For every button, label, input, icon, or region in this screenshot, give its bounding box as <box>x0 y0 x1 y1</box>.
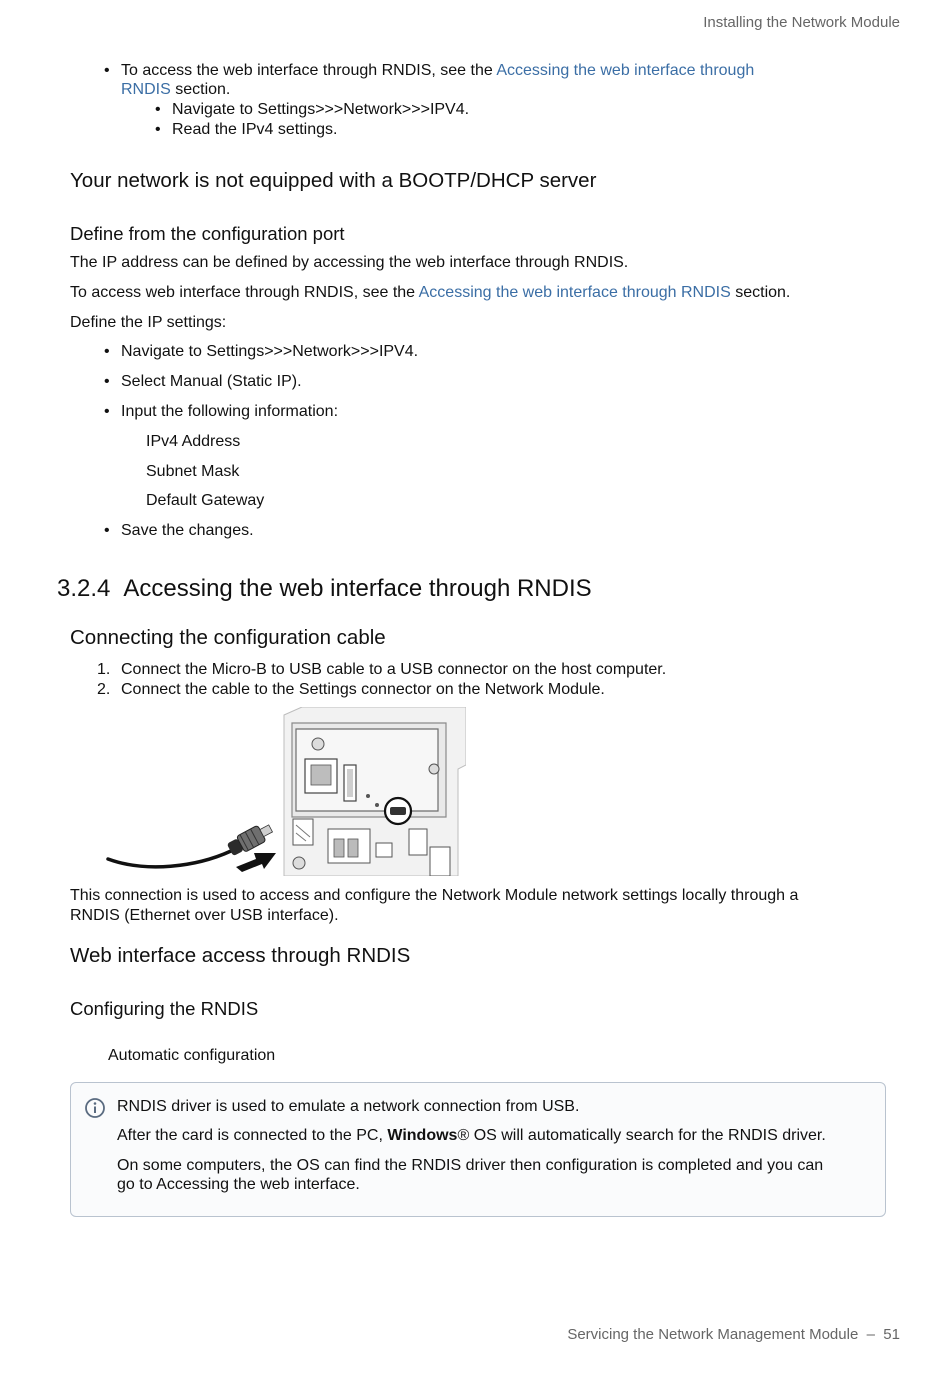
bullet-dot: • <box>104 373 110 390</box>
sub-list-item: Read the IPv4 settings. <box>172 121 338 138</box>
note-line: RNDIS driver is used to emulate a network connection from USB. <box>117 1098 580 1115</box>
step-number: 2. <box>97 681 111 698</box>
windows-label: Windows <box>387 1127 458 1144</box>
list-item: Select Manual (Static IP). <box>121 373 302 390</box>
section-number: 3.2.4 <box>57 575 111 602</box>
note-line <box>117 1126 826 1146</box>
paragraph: Define the IP settings: <box>70 314 227 331</box>
cable-connection-illustration <box>106 707 466 876</box>
note-line: go to Accessing the web interface. <box>117 1176 360 1193</box>
step-number: 1. <box>97 661 111 678</box>
rndis-section-link-cont[interactable]: RNDIS <box>121 81 171 98</box>
paragraph <box>70 283 790 303</box>
paragraph-text: section. <box>730 284 791 301</box>
bullet-dot: • <box>104 343 110 360</box>
list-item-continued <box>121 80 230 100</box>
paragraph-text: To access web interface through RNDIS, see the <box>70 284 419 301</box>
bullet-dot: • <box>104 522 110 539</box>
page-footer: Servicing the Network Management Module – 51 <box>567 1326 900 1343</box>
note-line: On some computers, the OS can find the RNDIS driver then configuration is completed and you can <box>117 1157 824 1174</box>
paragraph: This connection is used to access and configure the Network Module network settings locally through a <box>70 887 799 904</box>
rndis-section-link[interactable]: Accessing the web interface through RNDIS <box>418 284 731 301</box>
sub-heading: Connecting the configuration cable <box>70 626 386 649</box>
bullet-dot: • <box>155 101 161 118</box>
running-header: Installing the Network Module <box>703 14 900 31</box>
note-text: After the card is connected to the PC, <box>117 1127 388 1144</box>
numbered-step: Connect the cable to the Settings connector on the Network Module. <box>121 681 605 698</box>
section-title-text: Accessing the web interface through RNDIS <box>123 575 592 602</box>
numbered-step: Connect the Micro-B to USB cable to a USB connector on the host computer. <box>121 661 667 678</box>
list-item: Input the following information: <box>121 403 339 420</box>
note-text: ® OS will automatically search for the RNDIS driver. <box>457 1127 826 1144</box>
bullet-dot: • <box>155 121 161 138</box>
item-text: section. <box>170 81 231 98</box>
item-text: To access the web interface through RNDIS, see the <box>121 62 497 79</box>
paragraph-continued: RNDIS (Ethernet over USB interface). <box>70 907 339 924</box>
minor-heading: Automatic configuration <box>108 1047 276 1064</box>
field-name: IPv4 Address <box>146 433 241 450</box>
sub-list-item: Navigate to Settings>>>Network>>>IPV4. <box>172 101 470 118</box>
info-icon <box>84 1097 106 1119</box>
field-name: Default Gateway <box>146 492 265 509</box>
field-name: Subnet Mask <box>146 463 240 480</box>
bullet-dot: • <box>104 62 110 79</box>
section-title <box>57 575 592 603</box>
sub-heading: Web interface access through RNDIS <box>70 944 411 967</box>
sub-heading: Define from the configuration port <box>70 223 345 244</box>
list-item <box>121 61 754 81</box>
rndis-section-link[interactable]: Accessing the web interface through <box>496 62 755 79</box>
section-heading: Your network is not equipped with a BOOTP/DHCP server <box>70 169 597 192</box>
info-note <box>70 1082 886 1217</box>
list-item: Save the changes. <box>121 522 254 539</box>
bullet-dot: • <box>104 403 110 420</box>
paragraph: The IP address can be defined by accessing the web interface through RNDIS. <box>70 254 629 271</box>
sub-heading: Configuring the RNDIS <box>70 998 259 1019</box>
list-item: Navigate to Settings>>>Network>>>IPV4. <box>121 343 419 360</box>
